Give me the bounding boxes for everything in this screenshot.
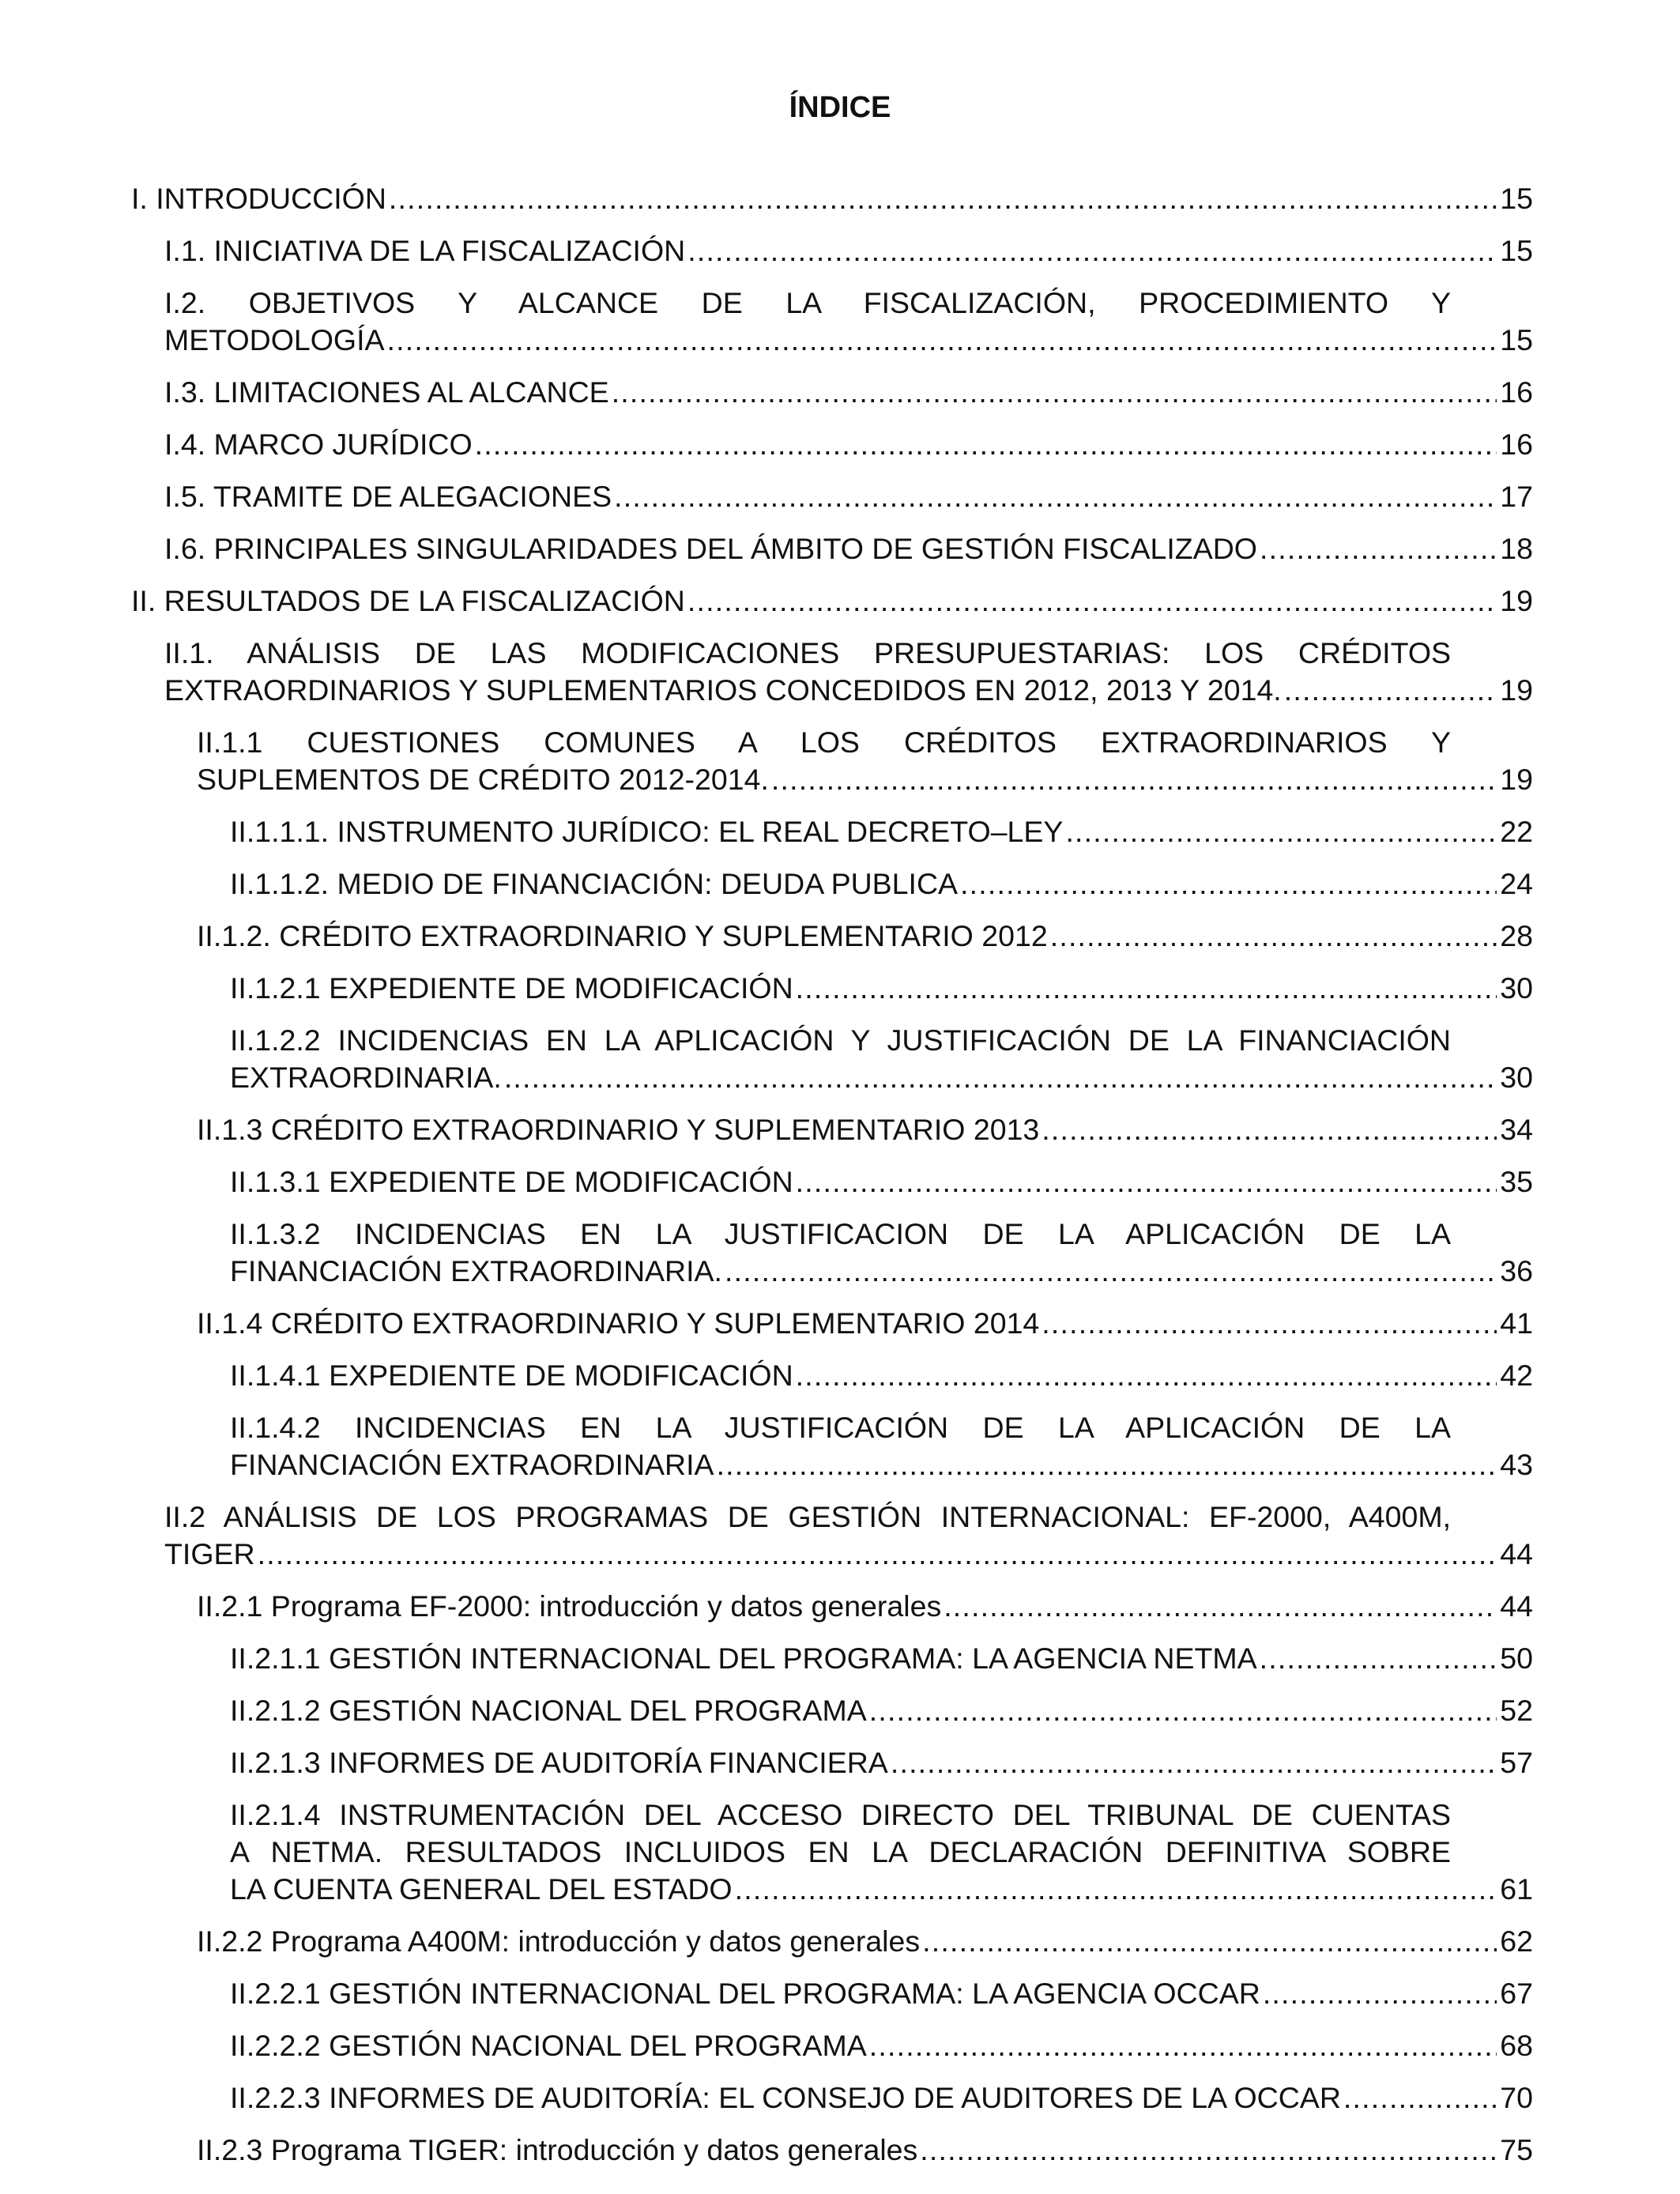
dot-leader	[869, 2027, 1497, 2064]
dot-leader	[1042, 1111, 1497, 1148]
dot-leader	[1050, 918, 1497, 955]
toc-page-number: 50	[1500, 1642, 1533, 1675]
toc-page-number: 70	[1500, 2081, 1533, 2114]
toc-page-number: 15	[1500, 323, 1533, 356]
toc-entry[interactable]	[230, 970, 1533, 1007]
toc-entry[interactable]	[131, 582, 1533, 620]
toc-entry-title: II.2.1.3 INFORMES DE AUDITORÍA FINANCIERA	[230, 1746, 888, 1779]
toc-page-number: 57	[1500, 1746, 1533, 1779]
toc-page-number: 68	[1500, 2029, 1533, 2062]
toc-entry-title: I. INTRODUCCIÓN	[131, 182, 386, 215]
toc-entry[interactable]	[197, 918, 1533, 955]
toc-page-number: 30	[1500, 1061, 1533, 1094]
dot-leader	[944, 1588, 1497, 1625]
toc-entry-line: II.1.4.2 INCIDENCIAS EN LA JUSTIFICACIÓN DE LA APLICACIÓN DE LA	[230, 1411, 1451, 1444]
dot-leader	[960, 865, 1497, 903]
toc-entry-title: II.1.1.2. MEDIO DE FINANCIACIÓN: DEUDA PUBLICA	[230, 867, 959, 900]
dot-leader	[735, 1871, 1497, 1908]
toc-entry[interactable]	[230, 1640, 1533, 1677]
toc-entry-title: II.2.2 Programa A400M: introducción y datos generales	[197, 1924, 921, 1958]
toc-entry[interactable]	[230, 813, 1533, 850]
toc-page-number: 44	[1500, 1589, 1533, 1623]
dot-leader	[920, 2132, 1497, 2169]
dot-leader	[614, 478, 1497, 515]
toc-entry[interactable]	[230, 2079, 1533, 2117]
toc-entry-title: SUPLEMENTOS DE CRÉDITO 2012-2014.	[197, 763, 769, 796]
toc-entry[interactable]	[164, 374, 1533, 411]
dot-leader	[389, 180, 1497, 217]
dot-leader	[1284, 672, 1497, 709]
dot-leader	[687, 232, 1497, 270]
toc-entry[interactable]	[164, 530, 1533, 567]
toc-entry[interactable]	[230, 1409, 1533, 1483]
toc-entry[interactable]	[131, 180, 1533, 217]
toc-entry-line: II.1.3.2 INCIDENCIAS EN LA JUSTIFICACION DE LA APLICACIÓN DE LA	[230, 1217, 1451, 1250]
dot-leader	[1065, 813, 1497, 850]
toc-page-number: 16	[1500, 375, 1533, 409]
dot-leader	[1263, 1975, 1497, 2012]
toc-entry[interactable]	[230, 865, 1533, 903]
toc-entry-line: II.1. ANÁLISIS DE LAS MODIFICACIONES PRESUPUESTARIAS: LOS CRÉDITOS	[164, 636, 1451, 669]
toc-entry-title: II.1.3.1 EXPEDIENTE DE MODIFICACIÓN	[230, 1165, 793, 1198]
toc-entry-line: II.2.1.4 INSTRUMENTACIÓN DEL ACCESO DIRECTO DEL TRIBUNAL DE CUENTAS	[230, 1798, 1451, 1831]
toc-entry[interactable]	[230, 1796, 1533, 1908]
toc-entry-title: II.2.2.2 GESTIÓN NACIONAL DEL PROGRAMA	[230, 2029, 867, 2062]
toc-entry[interactable]	[230, 1744, 1533, 1781]
toc-entry[interactable]	[230, 1163, 1533, 1201]
toc-page-number: 15	[1500, 182, 1533, 215]
toc-entry-title: II.2.1.1 GESTIÓN INTERNACIONAL DEL PROGRAMA: LA AGENCIA NETMA	[230, 1642, 1257, 1675]
toc-entry-title: EXTRAORDINARIA.	[230, 1061, 502, 1094]
toc-page-number: 18	[1500, 532, 1533, 565]
toc-page-number: 19	[1500, 584, 1533, 617]
page-title: ÍNDICE	[789, 91, 891, 124]
toc-entry[interactable]	[230, 1357, 1533, 1394]
toc-entry-title: II.1.4.1 EXPEDIENTE DE MODIFICACIÓN	[230, 1359, 793, 1392]
toc-entry-title: II. RESULTADOS DE LA FISCALIZACIÓN	[131, 584, 685, 617]
toc-entry-line: II.2 ANÁLISIS DE LOS PROGRAMAS DE GESTIÓN INTERNACIONAL: EF-2000, A400M,	[164, 1500, 1451, 1533]
toc-entry-title: II.2.1 Programa EF-2000: introducción y datos generales	[197, 1589, 942, 1623]
toc-entry-title: II.1.3 CRÉDITO EXTRAORDINARIO Y SUPLEMENTARIO 2013	[197, 1113, 1040, 1146]
toc-entry[interactable]	[197, 724, 1533, 798]
toc-entry[interactable]	[164, 426, 1533, 463]
toc-entry-line: I.2. OBJETIVOS Y ALCANCE DE LA FISCALIZACIÓN, PROCEDIMIENTO Y	[164, 286, 1451, 319]
dot-leader	[891, 1744, 1497, 1781]
toc-page-number: 16	[1500, 428, 1533, 461]
toc-entry-title: II.2.2.3 INFORMES DE AUDITORÍA: EL CONSEJO DE AUDITORES DE LA OCCAR	[230, 2081, 1341, 2114]
toc-page-number: 28	[1500, 919, 1533, 952]
toc-page-number: 17	[1500, 480, 1533, 513]
toc-entry-title: I.3. LIMITACIONES AL ALCANCE	[164, 375, 609, 409]
toc-page-number: 30	[1500, 971, 1533, 1005]
toc-entry-title: TIGER	[164, 1537, 255, 1570]
toc-page-number: 44	[1500, 1537, 1533, 1570]
toc-page-number: 52	[1500, 1694, 1533, 1727]
toc-entry-title: II.1.2. CRÉDITO EXTRAORDINARIO Y SUPLEMENTARIO 2012	[197, 919, 1048, 952]
dot-leader	[869, 1692, 1497, 1729]
dot-leader	[1042, 1305, 1497, 1342]
toc-entry-line: II.1.2.2 INCIDENCIAS EN LA APLICACIÓN Y JUSTIFICACIÓN DE LA FINANCIACIÓN	[230, 1023, 1451, 1057]
dot-leader	[1260, 530, 1497, 567]
toc-entry-title: METODOLOGÍA	[164, 323, 385, 356]
toc-entry-title: II.1.1.1. INSTRUMENTO JURÍDICO: EL REAL DECRETO–LEY	[230, 815, 1064, 848]
toc-page-number: 19	[1500, 673, 1533, 707]
toc-entry-title: EXTRAORDINARIOS Y SUPLEMENTARIOS CONCEDIDOS EN 2012, 2013 Y 2014.	[164, 673, 1282, 707]
toc-page-number: 62	[1500, 1924, 1533, 1958]
toc-page-number: 42	[1500, 1359, 1533, 1392]
toc-page-number: 75	[1500, 2133, 1533, 2166]
toc-entry-title: I.1. INICIATIVA DE LA FISCALIZACIÓN	[164, 234, 686, 267]
toc-entry[interactable]	[230, 1022, 1533, 1096]
toc-page-number: 22	[1500, 815, 1533, 848]
toc-page-number: 24	[1500, 867, 1533, 900]
toc-entry-line: A NETMA. RESULTADOS INCLUIDOS EN LA DECLARACIÓN DEFINITIVA SOBRE	[230, 1835, 1451, 1868]
toc-entry-title: I.5. TRAMITE DE ALEGACIONES	[164, 480, 612, 513]
toc-entry[interactable]	[164, 232, 1533, 270]
toc-page-number: 36	[1500, 1254, 1533, 1287]
toc-entry[interactable]	[164, 1498, 1533, 1573]
toc-entry-title: II.2.3 Programa TIGER: introducción y datos generales	[197, 2133, 918, 2166]
toc-entry[interactable]	[230, 1216, 1533, 1290]
toc-entry[interactable]	[197, 1588, 1533, 1625]
toc-page-number: 41	[1500, 1306, 1533, 1340]
dot-leader	[258, 1536, 1497, 1573]
dot-leader	[504, 1059, 1497, 1096]
dot-leader	[771, 761, 1497, 798]
toc-entry[interactable]	[197, 1111, 1533, 1148]
toc-entry[interactable]	[164, 635, 1533, 709]
toc-page-number: 61	[1500, 1872, 1533, 1906]
dot-leader	[725, 1253, 1497, 1290]
toc-entry-line: II.1.1 CUESTIONES COMUNES A LOS CRÉDITOS EXTRAORDINARIOS Y	[197, 726, 1451, 759]
toc-page-number: 35	[1500, 1165, 1533, 1198]
toc-entry[interactable]	[230, 1975, 1533, 2012]
dot-leader	[687, 582, 1497, 620]
toc-entry-title: FINANCIACIÓN EXTRAORDINARIA	[230, 1448, 714, 1481]
toc-entry-title: FINANCIACIÓN EXTRAORDINARIA.	[230, 1254, 722, 1287]
toc-page-number: 19	[1500, 763, 1533, 796]
toc-entry[interactable]	[230, 1692, 1533, 1729]
toc-page-number: 34	[1500, 1113, 1533, 1146]
toc-page-number: 43	[1500, 1448, 1533, 1481]
toc-entry-title: II.2.1.2 GESTIÓN NACIONAL DEL PROGRAMA	[230, 1694, 867, 1727]
dot-leader	[717, 1446, 1497, 1483]
toc-entry-title: LA CUENTA GENERAL DEL ESTADO	[230, 1872, 733, 1906]
dot-leader	[1343, 2079, 1497, 2117]
toc-page-number: 67	[1500, 1977, 1533, 2010]
toc-entry[interactable]	[164, 285, 1533, 359]
toc-entry[interactable]	[164, 478, 1533, 515]
toc-entry[interactable]	[230, 2027, 1533, 2064]
toc-entry[interactable]	[197, 2132, 1533, 2169]
dot-leader	[796, 970, 1497, 1007]
toc-entry-title: I.4. MARCO JURÍDICO	[164, 428, 473, 461]
toc-entry-title: II.2.2.1 GESTIÓN INTERNACIONAL DEL PROGRAMA: LA AGENCIA OCCAR	[230, 1977, 1260, 2010]
toc-entry[interactable]	[197, 1305, 1533, 1342]
dot-leader	[387, 322, 1497, 359]
dot-leader	[1260, 1640, 1497, 1677]
dot-leader	[612, 374, 1497, 411]
toc-page-number: 15	[1500, 234, 1533, 267]
dot-leader	[922, 1923, 1497, 1960]
dot-leader	[796, 1357, 1497, 1394]
toc-entry[interactable]	[197, 1923, 1533, 1960]
dot-leader	[475, 426, 1497, 463]
toc-entry-title: II.1.4 CRÉDITO EXTRAORDINARIO Y SUPLEMENTARIO 2014	[197, 1306, 1040, 1340]
toc-entry-title: I.6. PRINCIPALES SINGULARIDADES DEL ÁMBITO DE GESTIÓN FISCALIZADO	[164, 532, 1257, 565]
dot-leader	[796, 1163, 1497, 1201]
toc-entry-title: II.1.2.1 EXPEDIENTE DE MODIFICACIÓN	[230, 971, 793, 1005]
